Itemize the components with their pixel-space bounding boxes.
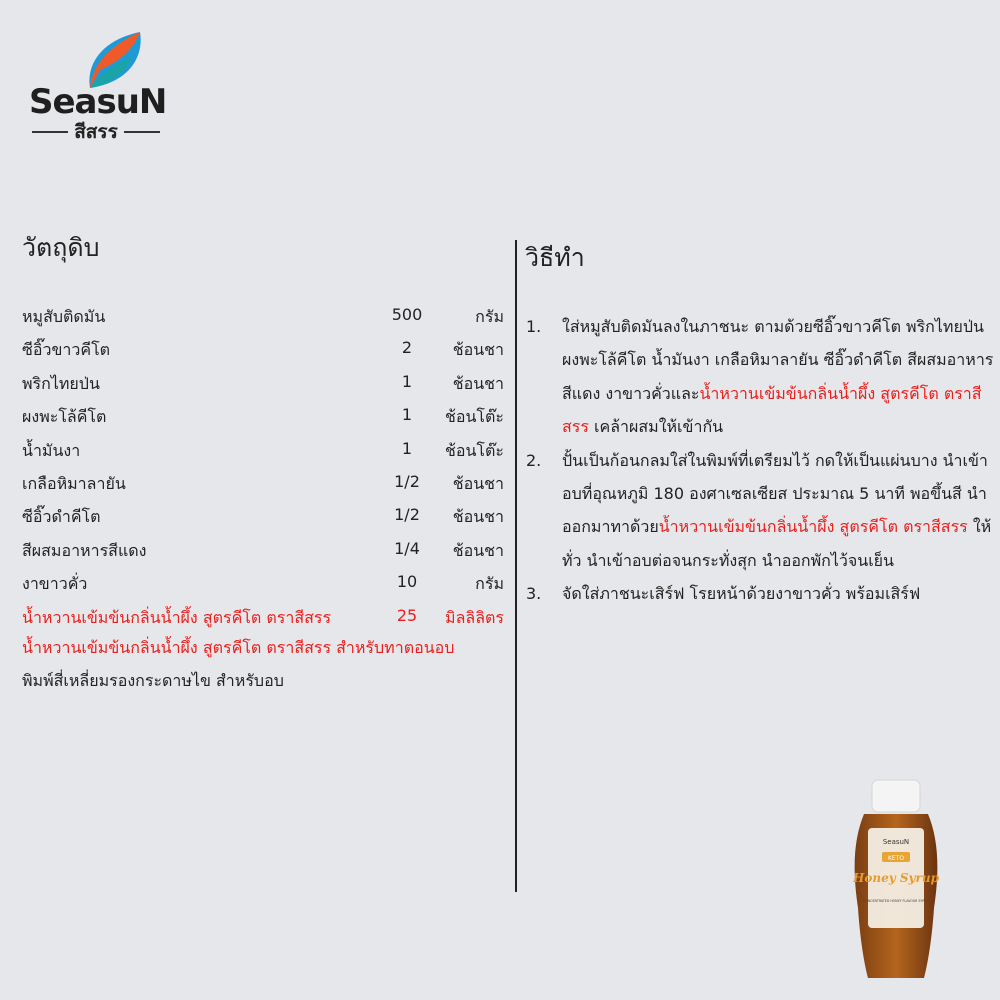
ingredient-qty: 1: [401, 371, 413, 391]
step-number: 3.: [526, 584, 542, 604]
step-number: 1.: [526, 317, 542, 336]
bottle-badge-label: KETO: [887, 855, 905, 862]
ingredient-unit: กรัม: [475, 574, 504, 594]
ingredient-unit: ช้อนชา: [452, 473, 504, 493]
ingredient-row: [22, 364, 512, 397]
ingredients-title: วัตถุดิบ: [22, 233, 100, 262]
ingredient-qty: 1/4: [394, 538, 420, 558]
ingredient-name: เกลือหิมาลายัน: [22, 473, 126, 493]
ingredient-qty: 10: [396, 572, 418, 592]
bottle-brand-label: SeasuN: [882, 838, 910, 846]
bottle-product-desc: CONCENTRATED HONEY FLAVOUR SYRUP: [863, 899, 929, 903]
ingredient-unit: ช้อนโต๊ะ: [445, 440, 504, 460]
column-divider: [515, 240, 517, 892]
ingredient-name: ซีอิ๊วขาวคีโต: [22, 340, 111, 360]
method-step: [526, 444, 996, 578]
ingredient-row: [22, 564, 512, 597]
ingredient-qty: 500: [391, 305, 423, 324]
divider-line: [124, 131, 160, 133]
brand-logo: [26, 26, 176, 156]
ingredient-unit: มิลลิลิตร: [445, 607, 504, 627]
brand-name: SeasuN: [29, 82, 167, 122]
ingredient-row: [22, 330, 512, 363]
ingredient-name: พริกไทยป่น: [22, 373, 100, 393]
step-before: จัดใส่ภาชนะเสิร์ฟ โรยหน้าด้วยงาขาวคั่ว พร้อมเสิร์ฟ: [562, 584, 921, 604]
ingredient-qty: 2: [401, 338, 413, 358]
ingredients-list: [22, 297, 512, 698]
ingredient-row: [22, 531, 512, 564]
ingredient-row: [22, 464, 512, 497]
step-before: ปั้นเป็นก้อนกลมใส่ในพิมพ์ที่เตรียมไว้ กดให้เป็นแผ่นบาง นำเข้าอบที่อุณหภูมิ 180 องศาเซลเซียส ประมาณ 5 นาที พอขึ้นสี นำออกมาทาด้วย: [562, 450, 988, 537]
step-text: [562, 577, 996, 610]
ingredient-qty: 1/2: [394, 505, 420, 525]
step-after: เคล้าผสมให้เข้ากัน: [588, 417, 724, 437]
step-text: [562, 444, 996, 578]
ingredient-row: [22, 497, 512, 530]
ingredient-unit: ช้อนโต๊ะ: [445, 407, 504, 427]
ingredient-name: ซีอิ๊วดำคีโต: [22, 507, 101, 527]
divider-line: [32, 131, 68, 133]
brand-subtitle: สีสรร: [74, 121, 118, 143]
step-number: 2.: [526, 450, 542, 470]
ingredient-name: สีผสมอาหารสีแดง: [22, 540, 147, 560]
method-step: [526, 577, 996, 610]
step-before: ใส่หมูสับติดมันลงในภาชนะ ตามด้วยซีอิ๊วขาวคีโต พริกไทยป่น ผงพะโล้คีโต น้ำมันงา เกลือหิมาลายัน ซีอิ๊วดำคีโต สีผสมอาหารสีแดง งาขาวคั่วและ: [562, 317, 994, 403]
product-bottle-image: [842, 778, 942, 988]
ingredient-name: หมูสับติดมัน: [22, 307, 106, 326]
ingredient-qty: 1: [401, 405, 413, 425]
step-text: [562, 310, 996, 444]
ingredient-name: ผงพะโล้คีโต: [22, 407, 107, 427]
ingredient-unit: ช้อนชา: [452, 373, 504, 393]
ingredient-unit: ช้อนชา: [452, 340, 504, 360]
ingredient-row: [22, 297, 512, 330]
ingredient-row: [22, 431, 512, 464]
ingredient-unit: กรัม: [475, 307, 504, 326]
step-highlight: น้ำหวานเข้มข้นกลิ่นน้ำผึ้ง สูตรคีโต ตราสีสรร: [562, 383, 982, 437]
step-after: ให้ทั่ว นำเข้าอบต่อจนกระทั่งสุก นำออกพักไว้จนเย็น: [562, 517, 992, 570]
ingredient-row: [22, 598, 512, 631]
ingredient-note-red: น้ำหวานเข้มข้นกลิ่นน้ำผึ้ง สูตรคีโต ตราสีสรร สำหรับทาตอนอบ: [22, 637, 455, 657]
ingredient-unit: ช้อนชา: [452, 540, 504, 560]
method-step: [526, 310, 996, 444]
ingredient-unit: ช้อนชา: [452, 507, 504, 527]
brand-subtitle-row: [32, 120, 160, 144]
ingredient-qty: 25: [396, 605, 418, 625]
ingredient-qty: 1: [401, 438, 413, 458]
ingredient-qty: 1/2: [394, 471, 420, 491]
bottle-product-name: Honey Syrup: [853, 871, 939, 885]
method-steps: [526, 310, 996, 611]
ingredient-name: น้ำหวานเข้มข้นกลิ่นน้ำผึ้ง สูตรคีโต ตราสีสรร: [22, 607, 332, 627]
ingredient-name: งาขาวคั่ว: [22, 574, 88, 594]
step-highlight: น้ำหวานเข้มข้นกลิ่นน้ำผึ้ง สูตรคีโต ตราสีสรร: [658, 517, 968, 537]
ingredient-name: น้ำมันงา: [22, 440, 81, 460]
ingredient-row: [22, 397, 512, 430]
ingredient-note: พิมพ์สี่เหลี่ยมรองกระดาษไข สำหรับอบ: [22, 671, 284, 691]
method-title: วิธีทำ: [525, 243, 585, 272]
